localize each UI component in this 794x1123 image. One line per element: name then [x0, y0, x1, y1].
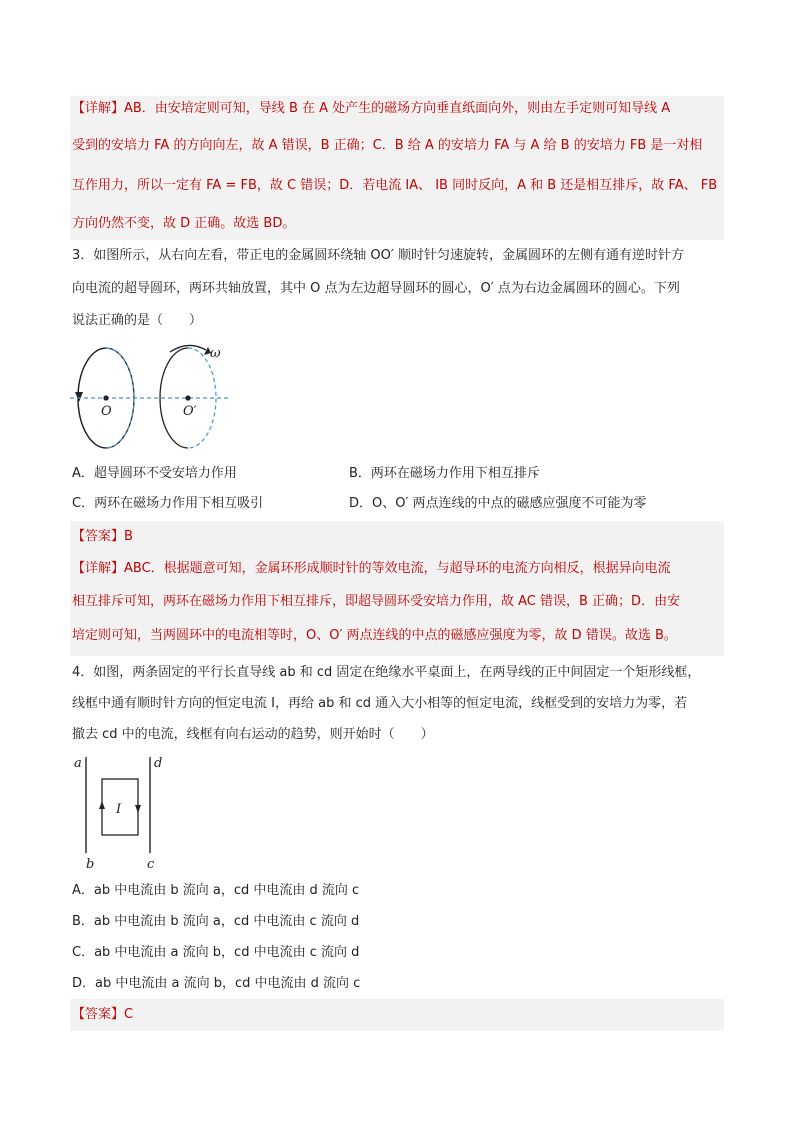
loop-arrow-up [99, 801, 105, 809]
q3-option-d: D．O、O′ 两点连线的中点的磁感应强度不可能为零 [349, 496, 647, 511]
loop-arrow-down [135, 805, 141, 813]
q3-stem-line-3: 说法正确的是（ ） [72, 313, 203, 328]
q4-stem-line-1: 4．如图，两条固定的平行长直导线 ab 和 cd 固定在绝缘水平桌面上，在两导线的正中间固定一个矩形线框， [72, 665, 701, 680]
q4-answer: 【答案】C [72, 1007, 134, 1022]
point-o-prime [185, 395, 190, 400]
left-ring-arrow [75, 392, 83, 402]
q3-detail-line-3: 培定则可知，当两圆环中的电流相等时，O、O′ 两点连线的中点的磁感应强度为零，故 D 错误。故选 B。 [72, 628, 677, 643]
label-c: c [147, 857, 155, 872]
previous-detail-line-3: 互作用力，所以一定有 FA = FB，故 C 错误；D．若电流 IA、 IB 同时反向，A 和 B 还是相互排斥，故 FA、 FB [72, 178, 718, 193]
q4-answer-block [70, 999, 724, 1031]
previous-detail-line-4: 方向仍然不变，故 D 正确。故选 BD。 [72, 216, 296, 231]
q3-stem-line-2: 向电流的超导圆环，两环共轴放置，其中 O 点为左边超导圆环的圆心，O′ 点为右边金属圆环的圆心。下列 [72, 281, 680, 296]
q4-option-c: C．ab 中电流由 a 流向 b，cd 中电流由 c 流向 d [72, 945, 360, 960]
rotation-arrow [170, 345, 206, 352]
q3-option-b: B．两环在磁场力作用下相互排斥 [349, 466, 540, 481]
label-d: d [154, 756, 163, 771]
q3-option-a: A．超导圆环不受安培力作用 [72, 466, 237, 481]
label-current-i: I [116, 802, 122, 817]
q3-option-c: C．两环在磁场力作用下相互吸引 [72, 496, 264, 511]
q3-stem-line-1: 3．如图所示，从右向左看，带正电的金属圆环绕轴 OO′ 顺时针匀速旋转，金属圆环的左侧有通有逆时针方 [72, 248, 684, 263]
q3-detail-line-1: 【详解】ABC．根据题意可知，金属环形成顺时针的等效电流，与超导环的电流方向相反，根据异向电流 [72, 561, 671, 576]
q4-option-d: D．ab 中电流由 a 流向 b，cd 中电流由 d 流向 c [72, 976, 361, 991]
label-omega: ω [210, 346, 221, 361]
label-a: a [74, 756, 82, 771]
q3-detail-line-2: 相互排斥可知，两环在磁场力作用下相互排斥，即超导圆环受安培力作用，故 AC 错误，B 正确；D．由安 [72, 594, 681, 609]
q4-wire-figure [72, 755, 172, 873]
q4-stem-line-2: 线框中通有顺时针方向的恒定电流 I，再给 ab 和 cd 通入大小相等的恒定电流，线框受到的安培力为零，若 [72, 696, 688, 711]
point-o [103, 395, 108, 400]
q3-answer-block [70, 521, 724, 553]
label-o: O [101, 404, 112, 419]
label-o-prime: O′ [183, 404, 197, 419]
q3-answer: 【答案】B [72, 529, 133, 544]
label-b: b [86, 857, 95, 872]
q4-option-b: B．ab 中电流由 b 流向 a，cd 中电流由 c 流向 d [72, 914, 360, 929]
q4-stem-line-3: 撤去 cd 中的电流，线框有向右运动的趋势，则开始时（ ） [72, 727, 434, 742]
q3-ring-figure [70, 340, 240, 452]
q4-option-a: A．ab 中电流由 b 流向 a，cd 中电流由 d 流向 c [72, 883, 360, 898]
previous-detail-line-2: 受到的安培力 FA 的方向向左，故 A 错误，B 正确；C．B 给 A 的安培力 FA 与 A 给 B 的安培力 FB 是一对相 [72, 138, 703, 153]
previous-detail-line-1: 【详解】AB．由安培定则可知，导线 B 在 A 处产生的磁场方向垂直纸面向外，则由左手定则可知导线 A [72, 101, 671, 116]
